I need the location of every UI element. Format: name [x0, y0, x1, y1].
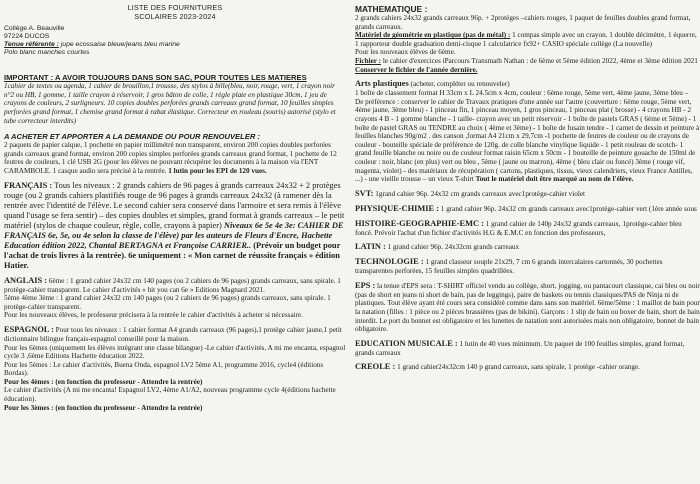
- uniform-label: Tenue référente :: [4, 41, 59, 49]
- maths-fichier-label: Fichier :: [355, 56, 382, 65]
- svt-text: 1grand cahier 96p. 24x32 cm grands carreaux avec1protège-cahier violet: [375, 189, 586, 198]
- maths-fichier-text: le cahier d'exercices iParcours Transmath Nathan : de 6ème et 5ème édition 2022, 4ème et 3ème édition 2021: [382, 56, 698, 65]
- francais-niveaux: Niveaux 6e 5e 4e 3e: CAHIER DE FRANÇAIS 6e, 5e, ou 4e selon la classe de l'élève) par les auteurs de Fleurs d'Encre, Hachette Education édition 2022, Chantal BERTAGNA et Françoise CARRIER..: [4, 220, 344, 250]
- francais-budget: (Prévoir un budget pour l'achat de trois livres à la rentrée). 6e uniquement : « Mon carnet de réussite français » édition Hatier.: [4, 240, 341, 270]
- school-info: [4, 25, 346, 57]
- maths-geo-title: Matériel de géométrie en plastique (pas de métal) :: [355, 31, 511, 40]
- maths-geo: [355, 31, 700, 48]
- arts-pref: De préférence : conserver le cahier de Travaux pratiques d'une année sur l'autre (couverture : 6ème rouge, 5ème vert, 4ème jaune, 3ème bleu) - 1 pinceau fin, 1 pinceau moyen, 1 gros pinceau, 1 pinceau plat ( brosse) - 4 crayons HB - 2 crayons 4 B - 1 gomme blanche - 1 taille- crayon avec un petit réservoir - 1 boîte de pastels GRAS ( 6ème et 5ème) - 1 boîte de pastel GRAS ou TENDRE au choix ( 4ème et 3ème) - 1 boîte de fusain tendre - 1 carnet de dessin et peinture à feuilles blanches 90g/m2 . des canson ,format A4 21cm x 29,7cm -1 pochette de feutres de couleur ou de crayons de couleur - bouteille spéciale de préférence de 120g. de colle blanche vinylique liquide - 1 petit rouleau de scotch- 1 grand feuille blanche ou noire ou de couleur format raisin 65cm x 50cm - 1 bouteille de peinture gouache de 150ml de couleur : noir, blanc (en plus) vert ou bleu , 5ème ( jaune ou marron), 4ème ( bleu clair ou foncé) 3ème ( rouge vif, magenta, violet) - des matériaux de récupération ( cartons, plastiques, tissus, vieux calendriers, vieux France Antilles, ...) - une vieille trousse – un vieux T-shirt: [355, 97, 700, 184]
- latin-block: [355, 242, 700, 252]
- espagnol-4eme: Pour les 4èmes : (en fonction du professeur - Attendre la rentrée): [4, 377, 203, 386]
- techno-text: 1 grand classeur souple 21x29, 7 cm 6 grands intercalaires cartonnés, 30 pochettes transparentes perforées, 15 feuilles simples quadrillées.: [355, 258, 663, 276]
- anglais-6eme: 6ème : 1 grand cahier 24x32 cm 140 pages (ou 2 cahiers de 96 pages) grands carreaux, sans spirale. 1 protège-cahier transparent. Le cahier d'activités « hit you can 6e » Editions Magnard 2021.: [4, 276, 341, 294]
- maths-geo-text: 1 compas simple avec un crayon. 1 double décimètre, 1 équerre, 1 rapporteur double graduation demi-cisque 1 calculatrice fx92+ CASIO spéciale collège (La nouvelle): [355, 31, 697, 48]
- purchase-text: 2 paquets de papier calque, 1 pochette en papier millimétré non transparent, environ 200 copies doubles perforées grands carreaux grand format, environ 200 copies simples perforées grands carreaux grand format, 1 pochette de 12 feutres de couleurs, 1 clé USB 2G (pour les élèves ne pouvant récupérer les documents à la maison via l'ENT CARAMBOLE. 1 casque audio sera précisé à la rentrée.: [4, 141, 337, 175]
- anglais-note: Pour les nouveaux élèves, le professeur précisera à la rentrée le cahier d'activités à acheter si nécessaire.: [4, 311, 304, 320]
- music-label: EDUCATION MUSICALE :: [355, 338, 458, 348]
- arts-title: Arts plastiques: [355, 79, 409, 89]
- pc-label: PHYSIQUE-CHIMIE :: [355, 203, 439, 213]
- important-text: 1cahier de textes ou agenda, 1 cahier de brouillon,1 trousse, des stylos à bille(bleu, noir, rouge, vert, 1 crayon noir n°2 ou HB, 1 gomme, 1 taille crayon à réservoir, 1 gros bâton de colle, 1 règle plate en plastique 30cm, 1 jeu de crayons de couleurs, 2 surligneurs. 10 copies doubles perforées grands carreaux grand format, 10 feuilles simples perforées grand format, 1 chemise grand format à rabat élastique. Correcteur en rouleau (souris) autorisé (stylo et tube correcteur interdits): [4, 82, 336, 125]
- purchase-text-bold: 1 lutin pour les EPI de 120 vues.: [168, 166, 267, 175]
- francais-text: Tous les niveaux : 2 grands cahiers de 96 pages à grands carreaux 24x32 + 2 protèges rouge (ou 2 grands cahiers plastifiés rouge de 96 pages à grands carreaux 24x32 (à ramener dès la rentrée avec l'identité de l'élève. Le second cahier sera conservé dans l'armoire et sera remis à l'élève quand l'usage se fera sentir) – des copies doubles et simples, grand format à grands carreaux – le petit matériel (stylos de chaque couleur, règle, colle, crayons à papier): [4, 180, 345, 230]
- techno-label: TECHNOLOGIE :: [355, 257, 424, 267]
- maths-fichier: [355, 57, 700, 66]
- arts-sub: (acheter, compléter ou renouveler): [410, 80, 510, 89]
- creole-block: [355, 362, 700, 372]
- espagnol-block: [4, 325, 346, 412]
- arts-block: [355, 98, 700, 184]
- espagnol-text: Pour tous les niveaux : 1 cahier format A4 grands carreaux (96 pages),1 protège cahier jaune,1 petit dictionnaire bilingue français-espagnol conseillé pour la maison.: [4, 325, 342, 343]
- purchase-title: A ACHETER ET APPORTER A LA DEMANDE OU POUR RENOUVELER :: [4, 132, 260, 142]
- music-block: [355, 339, 700, 358]
- polo-line: Polo blanc manches courtes: [4, 49, 90, 57]
- espagnol-4eme-b: Le cahier d'activités (A mi me encanta! Espagnol LV2, 4ème A1/A2, nouveau programme cycle 4(éditions hachette éducation).: [4, 386, 336, 404]
- espagnol-5eme: Pour les 5èmes : Le cahier d'activités, Buena Onda, espagnol LV2 5ème A1, programme 2016, cycle4 (éditions Bordas).: [4, 360, 324, 378]
- espagnol-3eme: Pour les 3èmes : (en fonction du professeur - Attendre la rentrée): [4, 403, 203, 412]
- arts-bold: Tout le matériel doit être marqué au nom de l'élève.: [475, 175, 634, 184]
- eps-text: la tenue d'EPS sera : T-SHIRT officiel vendu au collège, short, jogging, ou pantacourt classique, cai bleu ou noir (pas de short en jeans ni short de bain, pas de leggings), paire de baskets ou tennis classiques/PAS de Ninja ni de plastiques. Tout élève ayant été cours sera considéré comme dans sans son matériel. 6ème/5ème : 1 maillot de bain pour la natation (filles : 1 pièce ou 2 pièces brassières (pas de bikini). Garçons : 1 slip de bain ou boxer de bain, short de bain interdit. Le port du bonnet est obligatoire et les lunettes de natation sont autorisées mais non obligatoire, bonnet de bain obligatoire.: [355, 281, 700, 334]
- music-text: 1 lutin de 40 vues minimum. Un paquet de 100 feuilles simples, grand format, grands carreaux: [355, 339, 685, 357]
- school-name: Collège A. Beauville: [4, 25, 65, 33]
- left-column: [4, 0, 346, 412]
- maths-text: 2 grands cahiers 24x32 grands carreaux 96p. + 2protèges –cahiers rouges, 1 paquet de feuilles doubles grand format, grands carreaux.: [355, 14, 691, 31]
- header-title-line2: SCOLAIRES 2023-2024: [134, 11, 216, 21]
- espagnol-6eme: Pour les 6èmes (uniquement les élèves intégrant une classe bilangue) -Le cahier d'activités, A mi me encanta, espagnol cycle 3 ,6ème Editions Hachette éducation 2022.: [4, 343, 346, 361]
- school-city: 97224 DUCOS: [4, 33, 50, 41]
- anglais-block: [4, 276, 346, 320]
- uniform-line: [4, 41, 346, 49]
- document-header: [4, 4, 346, 21]
- hg-text: 1 grand cahier de 140p 24x32 grands carreaux, 1protège-cahier bleu foncé. Prévoir l'achat d'un fichier d'activités H.G & E.M.C en fonction des professeurs,: [355, 219, 682, 237]
- creole-text: 1 grand cahier24x32cm 140 p grand carreaux, sans spirale, 1 protège -cahier orange.: [397, 363, 640, 372]
- hg-block: [355, 219, 700, 238]
- svt-block: [355, 189, 700, 199]
- uniform-text: jupe ecossaise bleue/jeans bleu marine: [60, 41, 180, 49]
- arts-text: 1 boîte de classement format H 33cm x L 24.5cm x 4cm, couleur : 6ème rouge, 5ème vert, 4ème jaune, 3ème bleu –: [355, 89, 689, 98]
- header-title-line1: LISTE DES FOURNITURES: [127, 3, 223, 12]
- anglais-label: ANGLAIS :: [4, 275, 48, 285]
- pc-text: 1 grand cahier 96p. 24x32 cm grands carreaux avec1protège-cahier vert (1ère année sous: [440, 204, 697, 213]
- creole-label: CREOLE :: [355, 362, 396, 372]
- latin-text: 1 grand cahier 96p. 24x32cm grands carreaux: [387, 243, 520, 252]
- svt-label: SVT:: [355, 188, 374, 198]
- latin-label: LATIN :: [355, 242, 386, 252]
- right-column: [355, 0, 700, 372]
- francais-label: FRANÇAIS :: [4, 180, 53, 190]
- maths-title: MATHEMATIQUE :: [355, 4, 428, 14]
- espagnol-label: ESPAGNOL :: [4, 324, 54, 334]
- purchase-paragraph: [4, 141, 346, 175]
- eps-label: EPS :: [355, 280, 376, 290]
- anglais-5eme: 5ème 4ème 3ème : 1 grand cahier 24x32 cm 140 pages (ou 2 cahiers de 96 pages) grands carreaux, sans spirale. 1 protège-cahier transparent.: [4, 294, 331, 311]
- important-title: IMPORTANT : A AVOIR TOUJOURS DANS SON SAC, POUR TOUTES LES MATIERES: [4, 73, 307, 83]
- maths-keep: Conserver le fichier de l'année dernière.: [355, 65, 478, 74]
- hg-label: HISTOIRE-GEOGRAPHIE-EMC :: [355, 218, 484, 228]
- francais-block: [4, 181, 346, 271]
- arts-heading: [355, 79, 700, 89]
- pc-block: [355, 204, 700, 214]
- maths-new: Pour les nouveaux élèves de 6ème.: [355, 48, 456, 57]
- eps-block: [355, 281, 700, 334]
- techno-block: [355, 257, 700, 276]
